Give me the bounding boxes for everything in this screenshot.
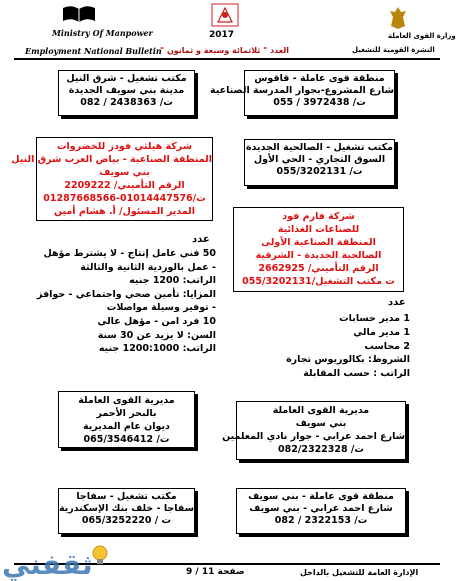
office-box-red-sea <box>58 391 195 448</box>
company-box-farm-food <box>233 207 404 292</box>
lightbulb-icon <box>90 544 110 568</box>
office-box-safaga <box>58 488 195 534</box>
job-line: الشروط: بكالوريوس تجارة <box>286 354 410 366</box>
job-line: 50 فني عامل إنتاج - لا يشترط مؤهل <box>43 248 216 259</box>
job-line: 1 مدير حسابات <box>339 313 410 324</box>
box-line: ت/ 082/2322328 <box>278 444 364 455</box>
office-box-salhia <box>244 139 395 186</box>
box-line: بالبحر الأحمر <box>96 408 157 419</box>
company-zone: المنطقة الصناعية الأولى <box>261 237 376 248</box>
company-address: الصالحية الجديدة - الشرقية <box>255 250 382 261</box>
box-line: سفاجا - خلف بنك الإسكندرية <box>58 503 194 514</box>
company-sector: للصناعات الغذائية <box>277 224 360 235</box>
company-box-healthy-foods <box>11 137 213 221</box>
office-phone: ت مكتب التشغيل/055/3202131 <box>242 276 395 287</box>
box-line: السوق التجاري - الحي الأول <box>253 154 386 165</box>
box-line: مدينة بني سويف الجديدة <box>68 85 185 96</box>
company-name: شركة فارم فود <box>282 211 355 222</box>
box-line: مكتب تشغيل - سفاجا <box>76 491 177 502</box>
office-box-east-nile <box>58 70 195 116</box>
jobs-right-count-label: عدد <box>388 297 406 308</box>
header-rule <box>14 58 440 60</box>
jobs-right-list <box>250 312 410 381</box>
company-address: المنطقة الصناعية - بياض العرب شرق النيل <box>11 154 212 165</box>
company-name: شركة هيلثي فودز للخضروات <box>56 141 193 152</box>
box-line: مديرية القوى العاملة <box>78 395 175 406</box>
insurance-number: الرقم التأميني/ 2209222 <box>64 180 185 191</box>
bulletin-ar: النشرة القومية للتشغيل <box>352 46 435 54</box>
office-box-qaqous <box>209 70 395 116</box>
box-line: ت/ 065/3546412 <box>83 434 170 445</box>
box-line: ت / 065/3252220 <box>81 515 172 526</box>
ministry-ar: وزارة القوى العاملة <box>388 32 456 40</box>
job-line: الراتب: 1200:1000 جنيه <box>98 343 216 355</box>
box-line: بني سويف <box>295 418 347 429</box>
job-line: الراتب: 1200 جنيه <box>129 275 216 287</box>
box-line: شارع احمد عرابي - جوار نادي المعلمين <box>222 431 405 442</box>
box-line: منطقة قوى عاملة - قاقوس <box>254 73 385 84</box>
jobs-left-list <box>37 247 216 356</box>
box-line: ت/ 3972438 / 055 <box>273 97 366 108</box>
company-phone: ت/01014447576-01287668566 <box>43 193 206 204</box>
issue-label: العدد " ثلاثمائة وسبعة و ثمانون " <box>160 46 290 55</box>
insurance-number: الرقم التأميني/ 2662925 <box>258 263 379 274</box>
box-line: منطقة قوى عاملة - بني سويف <box>248 491 394 502</box>
box-line: شارع احمد عرابي - بني سويف <box>249 503 393 514</box>
center-emblem <box>210 2 240 28</box>
book-logo <box>62 4 96 24</box>
ministry-en: Ministry Of Manpower <box>52 28 153 38</box>
footer-department: الإدارة العامة للتشغيل بالداخل <box>300 568 419 577</box>
watermark-text: ثقفني <box>2 548 93 581</box>
job-line: 1 مدير مالي <box>353 326 410 338</box>
box-line: مديرية القوى العاملة <box>272 405 370 416</box>
job-line: 10 فرد امن - مؤهل عالي <box>97 315 216 327</box>
job-line: 2 محاسب <box>364 340 410 352</box>
job-line: - عمل بالوردية الثانية والثالثة <box>80 261 216 273</box>
year: 2017 <box>209 30 235 40</box>
company-city: بني سويف <box>99 167 150 178</box>
box-line: ت/ 2322153 / 082 <box>274 515 368 526</box>
box-line: ت/ 055/3202131 <box>276 166 363 177</box>
box-line: شارع المشروع-بجوار المدرسة الصناعية <box>209 85 394 96</box>
manager: المدير المسئول/ أ. هشام أمين <box>53 206 195 217</box>
job-line: السن: لا يزيد عن 30 سنة <box>97 329 216 341</box>
box-line: ديوان عام المديرية <box>83 421 170 432</box>
bulletin-en: Employment National Bulletin <box>25 46 162 56</box>
job-line: الراتب : حسب المقابلة <box>303 368 410 380</box>
jobs-left-count-label: عدد <box>192 234 210 245</box>
job-line: المزايا: تأمين صحي واجتماعي - حوافز <box>37 288 216 300</box>
job-line: - توفير وسيلة مواصلات <box>106 302 216 314</box>
office-box-beni-suef-directorate <box>222 401 406 460</box>
eagle-emblem <box>389 6 407 30</box>
office-box-beni-suef-area <box>236 488 406 534</box>
box-line: ت/ 2438363 / 082 <box>80 97 173 108</box>
box-line: مكتب تشغيل - الصالحية الجديدة <box>245 142 394 153</box>
box-line: مكتب تشغيل - شرق النيل <box>66 73 187 84</box>
page-number: صفحة 11 / 9 <box>186 567 245 577</box>
